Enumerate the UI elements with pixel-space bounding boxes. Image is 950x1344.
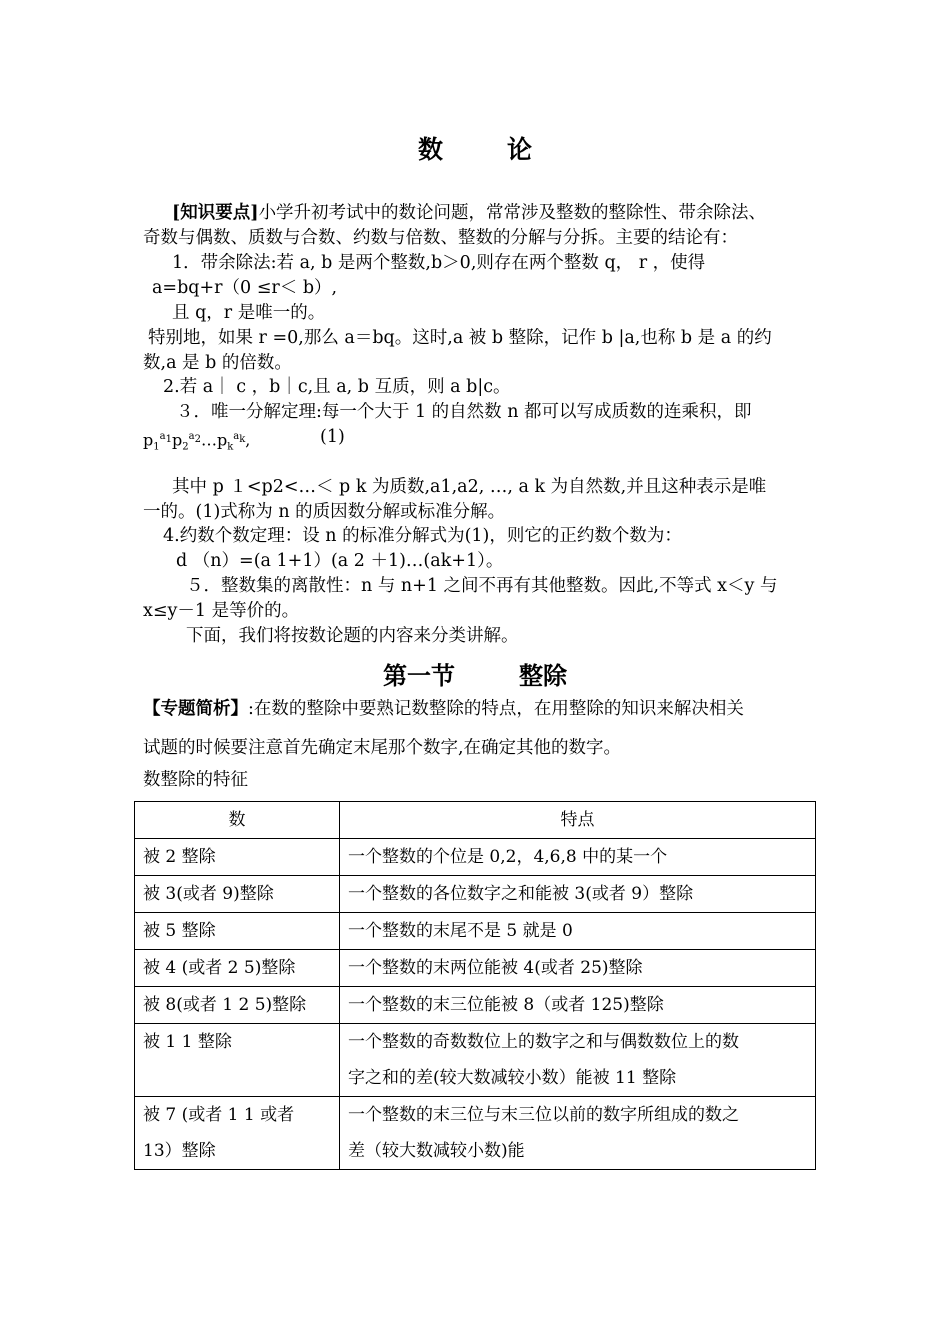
table-row <box>135 950 816 987</box>
factorization-formula: $p_1^{a_1}p_2^{a_2}\dots p_k^{a_k}$, <box>143 430 251 453</box>
table-row <box>135 876 816 913</box>
cell-number <box>135 987 340 1024</box>
cell-text: 一个整数的个位是 0,2，4,6,8 中的某一个 <box>348 847 668 867</box>
cell-feature <box>340 839 816 876</box>
point4-line-2: d （n）=(a 1+1）(a 2 ＋1)…(ak+1）。 <box>176 551 504 571</box>
cell-text: 被 4 (或者 2 5)整除 <box>143 958 296 978</box>
intro-label: [知识要点] <box>172 203 259 223</box>
cell-text: 被 2 整除 <box>143 847 216 867</box>
cell-text: 一个整数的末尾不是 5 就是 0 <box>348 921 573 941</box>
point5-line-2: x≤y－1 是等价的。 <box>143 601 300 621</box>
cell-number <box>135 950 340 987</box>
table-row <box>135 913 816 950</box>
cell-number <box>135 839 340 876</box>
point5-line-3: 下面，我们将按数论题的内容来分类讲解。 <box>186 626 519 646</box>
cell-text: 一个整数的末两位能被 4(或者 25)整除 <box>348 958 643 978</box>
analysis-label: 【专题简析】 <box>143 699 248 719</box>
cell-text: 被 5 整除 <box>143 921 216 941</box>
cell-text: 一个整数的末三位能被 8（或者 125)整除 <box>348 995 664 1015</box>
cell-text: 一个整数的奇数数位上的数字之和与偶数数位上的数 <box>348 1032 739 1052</box>
point1-line-3: 且 q，r 是唯一的。 <box>172 303 326 323</box>
cell-feature <box>340 1097 816 1170</box>
cell-feature <box>340 913 816 950</box>
cell-text: 被 8(或者 1 2 5)整除 <box>143 995 307 1015</box>
cell-text: 被 3(或者 9)整除 <box>143 884 274 904</box>
cell-text: 差（较大数减较小数)能 <box>348 1141 525 1161</box>
title-part-1: 数 <box>417 135 443 164</box>
section-part-1: 第一节 <box>383 661 455 690</box>
point1-line-5: 数,a 是 b 的倍数。 <box>143 353 292 373</box>
table-row <box>135 1024 816 1097</box>
cell-feature <box>340 1024 816 1097</box>
cell-text: 被 1 1 整除 <box>143 1032 232 1052</box>
cell-number <box>135 1024 340 1097</box>
cell-text: 13）整除 <box>143 1141 216 1161</box>
cell-feature <box>340 876 816 913</box>
cell-number <box>135 1097 340 1170</box>
page-title <box>0 130 950 166</box>
point2-line-1: 2.若 a｜ c ，b｜c,且 a, b 互质，则 a b|c。 <box>163 377 511 397</box>
header-number: 数 <box>135 802 340 839</box>
cell-text: 被 7 (或者 1 1 或者 <box>143 1105 295 1125</box>
point3-line-3: 一的。(1)式称为 n 的质因数分解或标准分解。 <box>143 502 506 522</box>
point1-line-2: a=bq+r（0 ≤r＜ b）, <box>152 278 338 298</box>
cell-text: 字之和的差(较大数减较小数）能被 11 整除 <box>348 1068 677 1088</box>
point3-line-2: 其中 p １<p2<…＜ p k 为质数,a1,a2, …, a k 为自然数,并且这种表示是唯 <box>172 477 767 497</box>
section-title <box>0 656 950 691</box>
point3-line-1: ３．唯一分解定理:每一个大于 1 的自然数 n 都可以写成质数的连乘积，即 <box>176 402 752 422</box>
table-row <box>135 1097 816 1170</box>
analysis-line-1: 【专题简析】:在数的整除中要熟记数整除的特点，在用整除的知识来解决相关 <box>143 699 744 719</box>
cell-number <box>135 876 340 913</box>
section-part-2: 整除 <box>519 661 567 690</box>
cell-number <box>135 913 340 950</box>
divisibility-table <box>134 801 816 1170</box>
cell-feature <box>340 987 816 1024</box>
table-row <box>135 987 816 1024</box>
point1-line-4: 特别地，如果 r =0,那么 a＝bq。这时,a 被 b 整除，记作 b |a,也称 b 是 a 的约 <box>148 328 772 348</box>
formula-number: (1) <box>320 427 345 447</box>
intro-line-1: [知识要点]小学升初考试中的数论问题，常常涉及整数的整除性、带余除法、 <box>172 203 767 223</box>
header-feature: 特点 <box>340 802 816 839</box>
cell-text: 一个整数的各位数字之和能被 3(或者 9）整除 <box>348 884 694 904</box>
cell-text: 一个整数的末三位与末三位以前的数字所组成的数之 <box>348 1105 739 1125</box>
intro-line-2: 奇数与偶数、质数与合数、约数与倍数、整数的分解与分拆。主要的结论有： <box>143 228 738 248</box>
point4-line-1: 4.约数个数定理：设 n 的标准分解式为(1)，则它的正约数个数为： <box>163 526 682 546</box>
title-part-2: 论 <box>507 135 533 164</box>
table-row <box>135 839 816 876</box>
table-caption: 数整除的特征 <box>143 770 248 790</box>
point5-line-1: ５．整数集的离散性：n 与 n+1 之间不再有其他整数。因此,不等式 x＜y 与 <box>186 576 778 596</box>
analysis-line-2: 试题的时候要注意首先确定末尾那个数字,在确定其他的数字。 <box>143 738 622 758</box>
cell-feature <box>340 950 816 987</box>
point1-line-1: 1．带余除法:若 a, b 是两个整数,b＞0,则存在两个整数 q， r ，使得 <box>172 253 706 273</box>
table-header-row <box>135 802 816 839</box>
